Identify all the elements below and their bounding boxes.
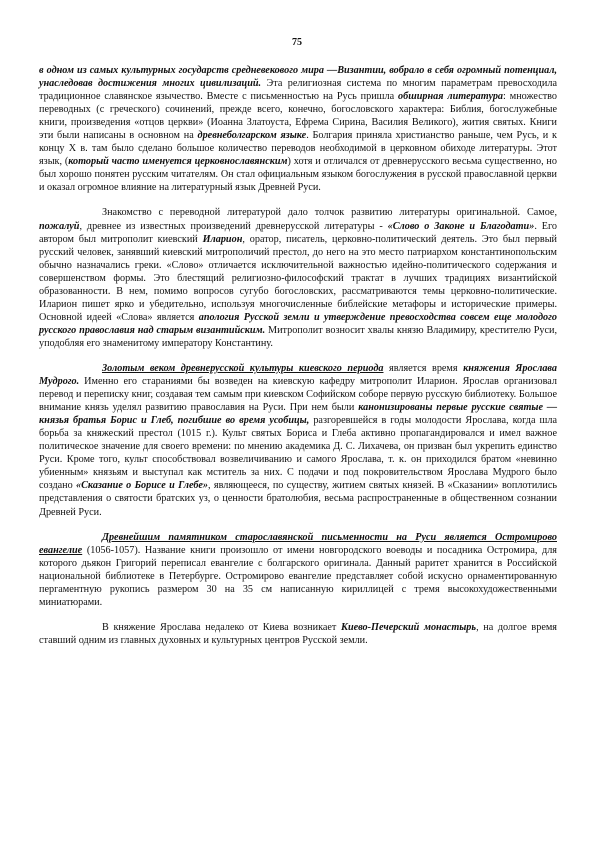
paragraph	[39, 64, 557, 194]
paragraph-text: , древнее из известных произведений древнерусской литературы -	[79, 220, 388, 232]
paragraph-text: . Болгария приняла христианство раньше, чем Русь, и к концу X в. там было сделано большое количество переводов необходимой в церковном обиходе литературы. Этот язык, (	[39, 130, 557, 168]
paragraph	[39, 206, 557, 350]
paragraph	[39, 531, 557, 609]
paragraph-text: является время	[383, 362, 464, 374]
paragraph	[39, 621, 557, 647]
paragraph-text: Митрополит возносит хвалы князю Владимиру, крестителю Руси, уподобляя его знаменитому императору Константину.	[39, 324, 557, 349]
body-text	[39, 64, 557, 659]
emphasized-text: Иларион	[202, 233, 243, 245]
paragraph-text: ) хотя и отличался от древнерусского весьма существенно, но был хорошо понятен русским читателям. Он стал официальным языком богослужения в русской православной церкви и оказал огромное влияние на литературный язык Древней Руси.	[39, 156, 557, 194]
paragraph	[39, 362, 557, 519]
emphasized-text: в одном из самых культурных государств средневекового мира —Византии, вобрало в себя огромный потенциал, унаследовав достижения многих цивилизаций.	[39, 65, 557, 90]
paragraph-text: : множество переводных (с греческого) сочинений, прежде всего, конечно, богословского характера: Библия, богослужебные книги, произведения «отцов церкви» (Иоанна Златоуста, Ефрема Сирина, Василия Великого), жития святых. Книги эти были написаны в основном на	[39, 91, 558, 142]
paragraph-text: , на долгое время ставший одним из главных духовных и культурных центров Русской земли.	[39, 621, 557, 646]
emphasized-text: обширная литература	[398, 91, 504, 103]
paragraph-text: , являющееся, по существу, житием святых князей. В «Сказании» воплотились представления о святости братских уз, о ценности братолюбия, весьма распространенные в общественном сознании Древней Руси.	[39, 480, 557, 518]
emphasized-text: Золотым веком древнерусской культуры киевского периода	[102, 362, 384, 374]
emphasized-text: Киево-Печерский монастырь	[341, 621, 477, 633]
paragraph-text: . Его автором был митрополит киевский	[39, 220, 557, 245]
paragraph-text: Эта религиозная система по многим параметрам превосходила традиционное славянское язычество. Вместе с письменностью на Русь пришла	[39, 78, 557, 103]
emphasized-text: апология Русской земли и утверждение превосходства совсем еще молодого русского православия над старым византийским.	[39, 311, 557, 336]
page-number: 75	[292, 37, 302, 48]
emphasized-text: древнеболгарском языке	[197, 130, 307, 142]
paragraph-text: разгоревшейся в годы молодости Ярослава, когда шла борьба за княжеский престол (1015 г.). Культ святых Бориса и Глеба активно пропагандировался и имел важное политическое значение для своего времени: по мнению академика Д. С. Лихачева, он призван был укрепить единство Руси. Кроме того, культ способствовал возвеличиванию и самого Ярослава, т. к. он приходился братом «невинно убиенным» князьям и выступал как мститель за них. С подачи и под покровительством Ярослава Мудрого было создано	[39, 415, 557, 492]
emphasized-text: канонизированы первые русские святые —князья братья Борис и Глеб, погибшие во время усобицы,	[39, 402, 558, 427]
paragraph-text: Знакомство с переводной литературой дало толчок развитию литературы оригинальной. Самое,	[102, 207, 557, 219]
paragraph-text: (1056-1057). Название книги произошло от имени новгородского воеводы и посадника Остромира, для которого дьякон Григорий переписал евангелие с болгарского оригинала. Данный раритет хранится в Российской национальной библиотеке в Петербурге. Остромирово евангелие представляет собой искусно орнаментированную пергаментную рукопись размером 30 на 35 см написанную кириллицей с тремя высокохудожественными миниатюрами.	[39, 544, 557, 608]
emphasized-text: «Слово о Законе и Благодати»	[387, 220, 535, 232]
paragraph-text: Именно его стараниями бы возведен на киевскую кафедру митрополит Иларион. Ярослав организовал перевод и переписку книг, создавая тем самым при киевском Софийском соборе первую русскую библиотеку. Большое внимание князь уделял развитию православия на Руси. При нем были	[39, 376, 557, 414]
emphasized-text: «Сказание о Борисе и Глебе»	[76, 480, 209, 492]
emphasized-text: Древнейшим памятником старославянской письменности на Руси является Остромирово евангелие	[39, 531, 557, 556]
paragraph-text: , оратор, писатель, церковно-политический деятель. Это был первый русский человек, занявший киевский митрополичий престол, до него на это место патриархом константинопольским обычно назначались греки. «Слово» отличается исключительной важностью идейно-политического содержания и совершенством формы. Это блестящий религиозно-философский трактат в лучших традициях византийской образованности. В нем, помимо вопросов сугубо богословских, рассматриваются темы церковно-политические. Иларион пишет ярко и убедительно, используя многочисленные библейские метафоры и исторические примеры. Основной идеей «Слова» является	[39, 233, 557, 323]
emphasized-text: который часто именуется церковнославянским	[68, 156, 288, 168]
emphasized-text: княжения Ярослава Мудрого.	[39, 362, 558, 388]
paragraph-text: В княжение Ярослава недалеко от Киева возникает	[102, 621, 342, 633]
emphasized-text: пожалуй	[39, 220, 80, 232]
